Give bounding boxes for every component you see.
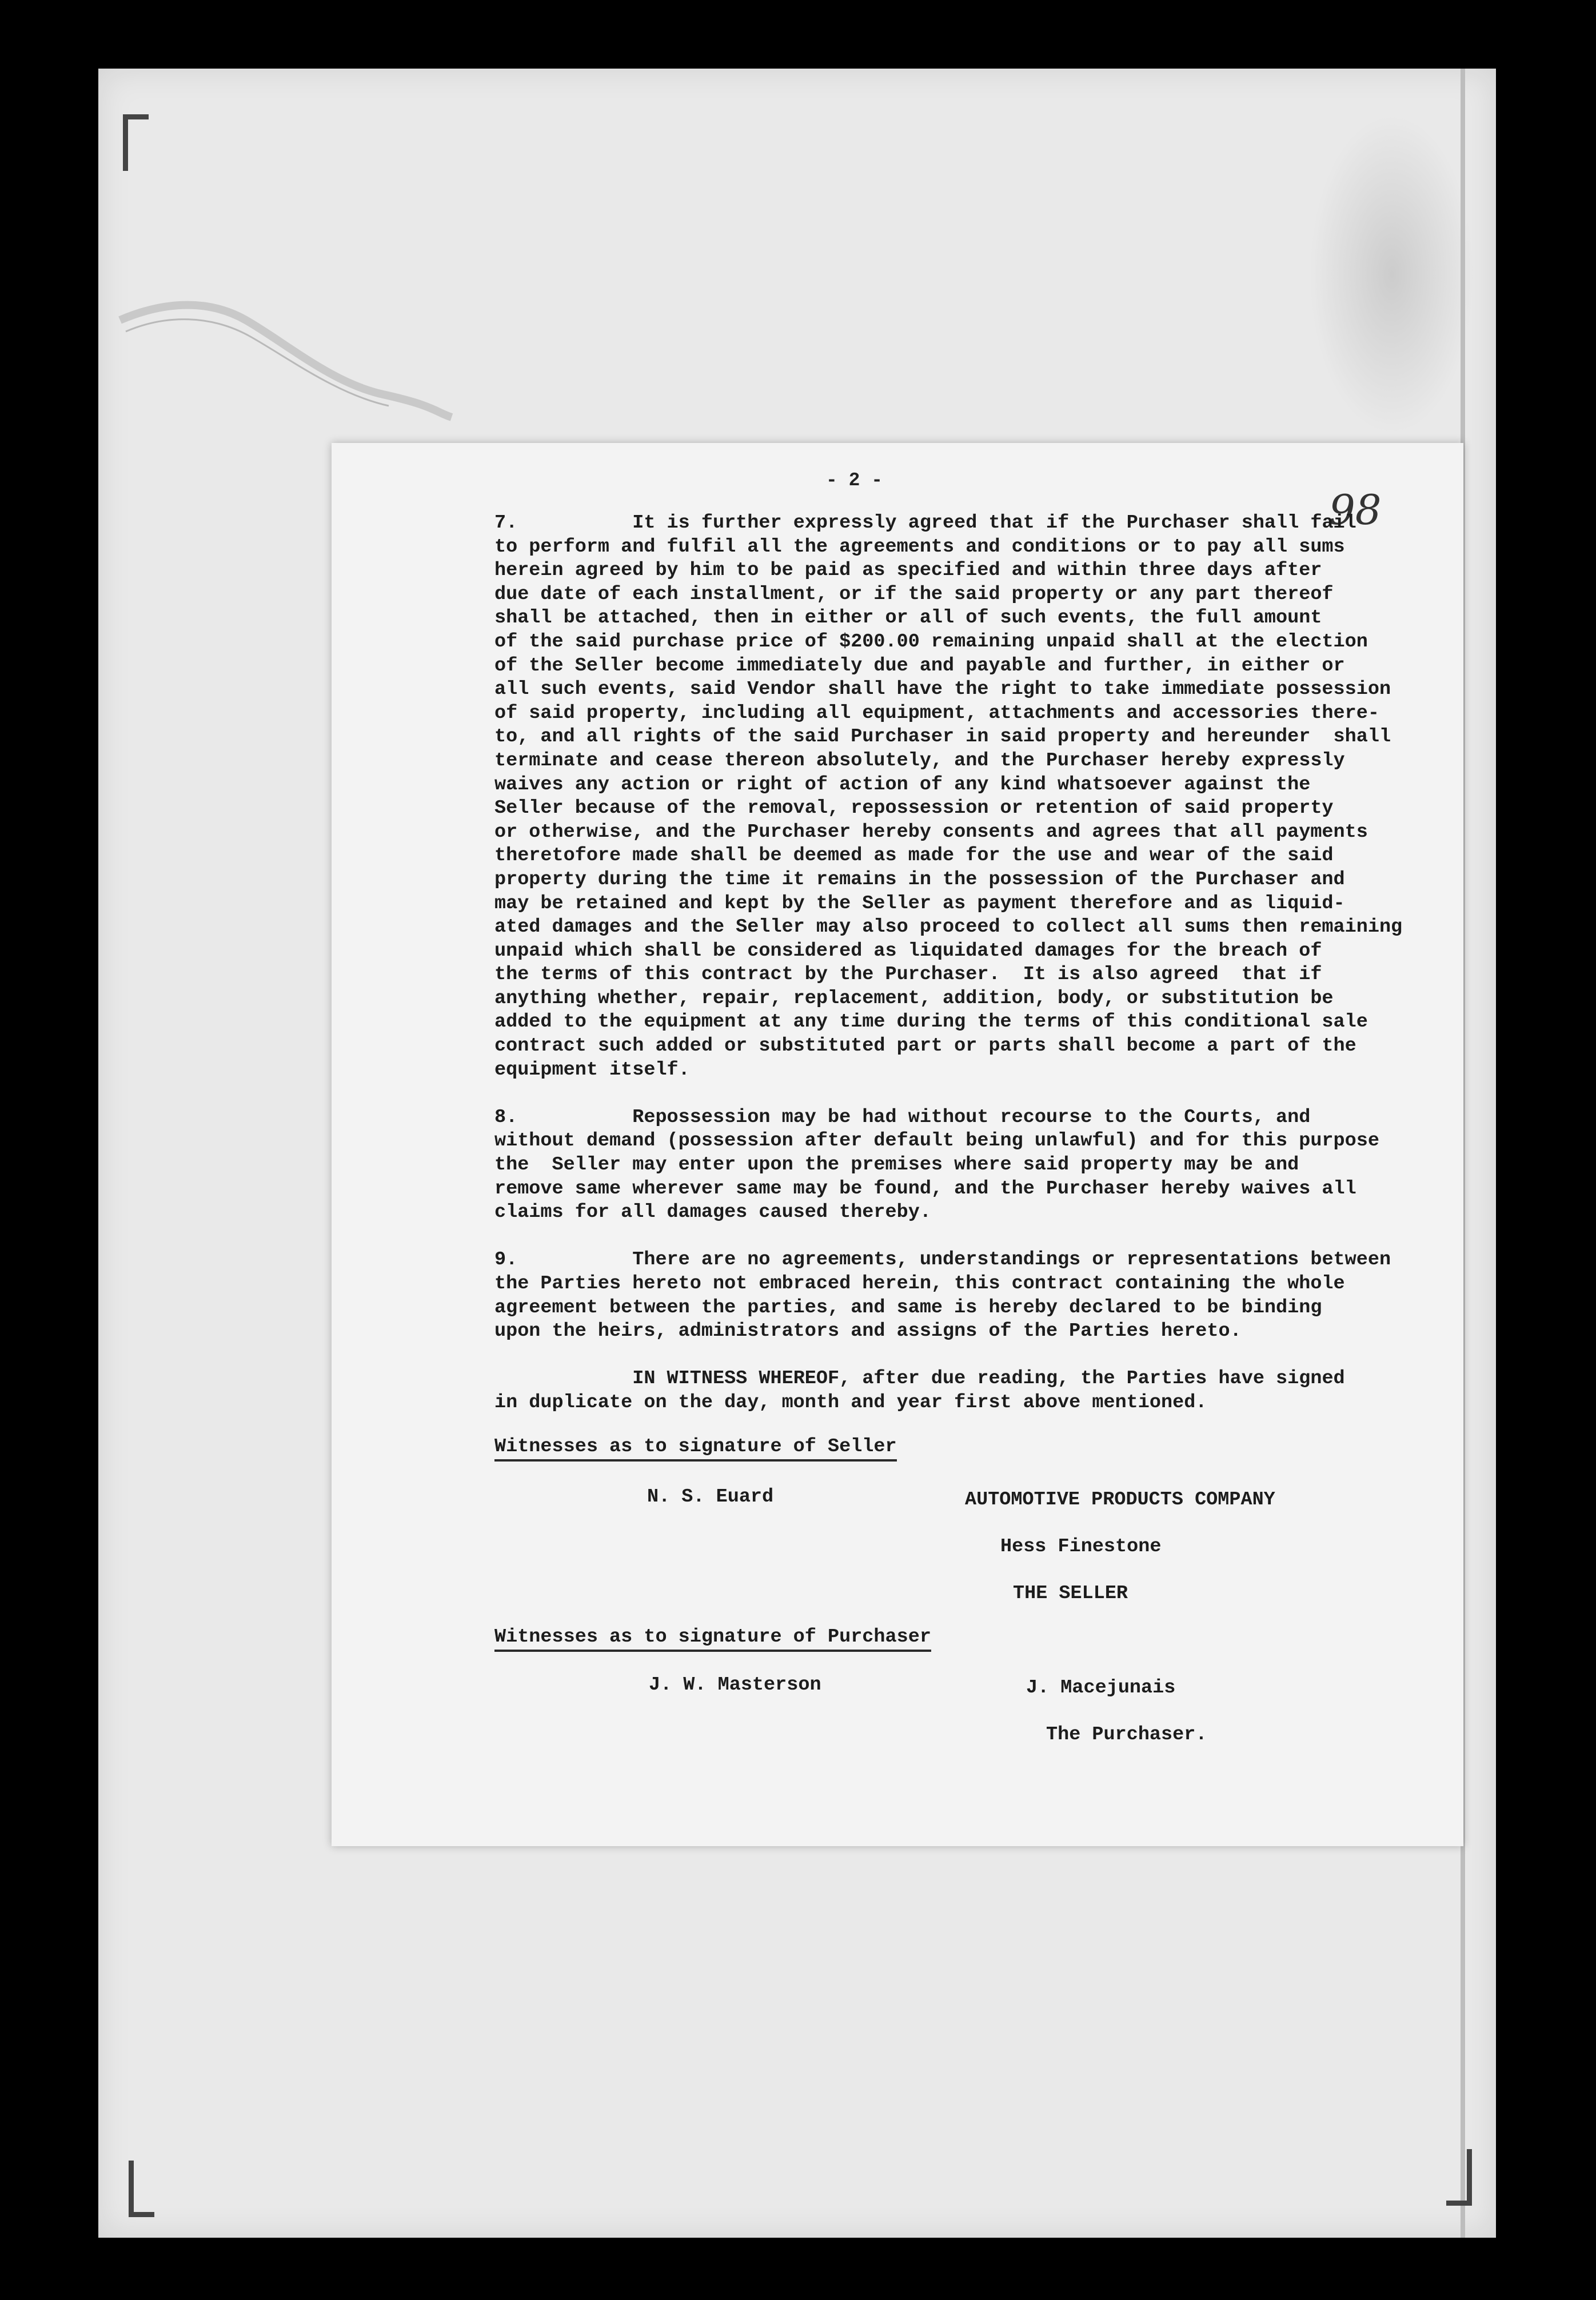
seller-witness-heading: Witnesses as to signature of Seller	[494, 1436, 897, 1462]
paragraph-line: claims for all damages caused thereby.	[494, 1201, 931, 1224]
paragraph-line: the terms of this contract by the Purchaser. It is also agreed that if	[494, 964, 1322, 986]
paragraph-number: 8.	[494, 1106, 633, 1128]
torn-paper-mark	[114, 297, 457, 423]
purchaser-name: J. Macejunais	[1026, 1677, 1176, 1699]
purchaser-witness-name: J. W. Masterson	[649, 1674, 821, 1696]
paragraph-line: in duplicate on the day, month and year first above mentioned.	[494, 1391, 1207, 1413]
paragraph-line: the Parties hereto not embraced herein, this contract containing the whole	[494, 1273, 1345, 1295]
paragraph-line: all such events, said Vendor shall have the right to take immediate possession	[494, 678, 1391, 701]
frame-corner-mark	[129, 2161, 154, 2217]
paragraph-line: to, and all rights of the said Purchaser in said property and hereunder shall	[494, 726, 1391, 748]
paper-stain	[1309, 114, 1475, 434]
paragraph-line: the Seller may enter upon the premises where said property may be and	[494, 1154, 1299, 1176]
paragraph-line-text: Repossession may be had without recourse to the Courts, and	[632, 1106, 1311, 1128]
paragraph-line: of said property, including all equipment, attachments and accessories there-	[494, 702, 1379, 724]
paragraph-line: equipment itself.	[494, 1059, 690, 1081]
frame-corner-mark	[1446, 2149, 1472, 2206]
purchaser-role: The Purchaser.	[1046, 1724, 1207, 1746]
paragraph-line: added to the equipment at any time during the terms of this conditional sale	[494, 1011, 1368, 1033]
paragraph-line	[494, 1106, 1438, 1130]
seller-witness-name: N. S. Euard	[647, 1486, 774, 1508]
frame-corner-mark	[123, 114, 149, 171]
paragraph-number	[494, 1368, 632, 1389]
paragraph-line: waives any action or right of action of any kind whatsoever against the	[494, 773, 1311, 796]
contract-paragraph	[494, 1367, 1438, 1415]
paragraph-line: due date of each installment, or if the said property or any part thereof	[494, 583, 1334, 605]
paragraph-line: without demand (possession after default being unlawful) and for this purpose	[494, 1130, 1379, 1152]
paragraph-line: or otherwise, and the Purchaser hereby consents and agrees that all payments	[494, 821, 1368, 843]
page-number: - 2 -	[826, 470, 883, 491]
contract-paragraph	[494, 1106, 1438, 1225]
paragraph-line	[494, 512, 1438, 536]
paragraph-line: agreement between the parties, and same is hereby declared to be binding	[494, 1296, 1322, 1319]
paragraph-line	[494, 1248, 1438, 1272]
paragraph-line: terminate and cease thereon absolutely, and the Purchaser hereby expressly	[494, 749, 1345, 772]
paragraph-line-text: IN WITNESS WHEREOF, after due reading, the Parties have signed	[632, 1368, 1345, 1390]
paragraph-line: unpaid which shall be considered as liquidated damages for the breach of	[494, 940, 1322, 962]
paragraph-line	[494, 1367, 1438, 1391]
paragraph-line: property during the time it remains in the possession of the Purchaser and	[494, 868, 1345, 891]
paragraph-line: of the said purchase price of $200.00 remaining unpaid shall at the election	[494, 630, 1368, 653]
paragraph-number: 7.	[494, 512, 633, 534]
contract-paragraph	[494, 512, 1438, 1082]
paragraph-line: contract such added or substituted part or parts shall become a part of the	[494, 1035, 1356, 1057]
contract-body	[494, 512, 1438, 1439]
paragraph-line: of the Seller become immediately due and payable and further, in either or	[494, 654, 1345, 677]
seller-signatory: Hess Finestone	[1000, 1536, 1162, 1558]
paragraph-line: remove same wherever same may be found, and the Purchaser hereby waives all	[494, 1177, 1356, 1200]
contract-paragraph	[494, 1248, 1438, 1343]
seller-role: THE SELLER	[1013, 1583, 1128, 1604]
paragraph-line-text: It is further expressly agreed that if the Purchaser shall fail	[632, 512, 1356, 534]
paragraph-line: theretofore made shall be deemed as made for the use and wear of the said	[494, 845, 1334, 867]
paragraph-line: to perform and fulfil all the agreements and conditions or to pay all sums	[494, 536, 1345, 558]
paragraph-line: upon the heirs, administrators and assigns of the Parties hereto.	[494, 1320, 1242, 1343]
paragraph-line: Seller because of the removal, repossession or retention of said property	[494, 797, 1334, 820]
paragraph-line: shall be attached, then in either or all of such events, the full amount	[494, 607, 1322, 629]
seller-company: AUTOMOTIVE PRODUCTS COMPANY	[965, 1489, 1275, 1511]
paragraph-line: herein agreed by him to be paid as specified and within three days after	[494, 560, 1322, 582]
paragraph-line: may be retained and kept by the Seller as payment therefore and as liquid-	[494, 892, 1345, 915]
paragraph-line: anything whether, repair, replacement, addition, body, or substitution be	[494, 987, 1334, 1009]
paragraph-line: ated damages and the Seller may also proceed to collect all sums then remaining	[494, 916, 1403, 939]
purchaser-witness-heading: Witnesses as to signature of Purchaser	[494, 1626, 931, 1652]
paragraph-line-text: There are no agreements, understandings or representations between	[632, 1249, 1391, 1271]
paragraph-number: 9.	[494, 1249, 633, 1271]
handwritten-folio-number: 98	[1329, 486, 1382, 534]
